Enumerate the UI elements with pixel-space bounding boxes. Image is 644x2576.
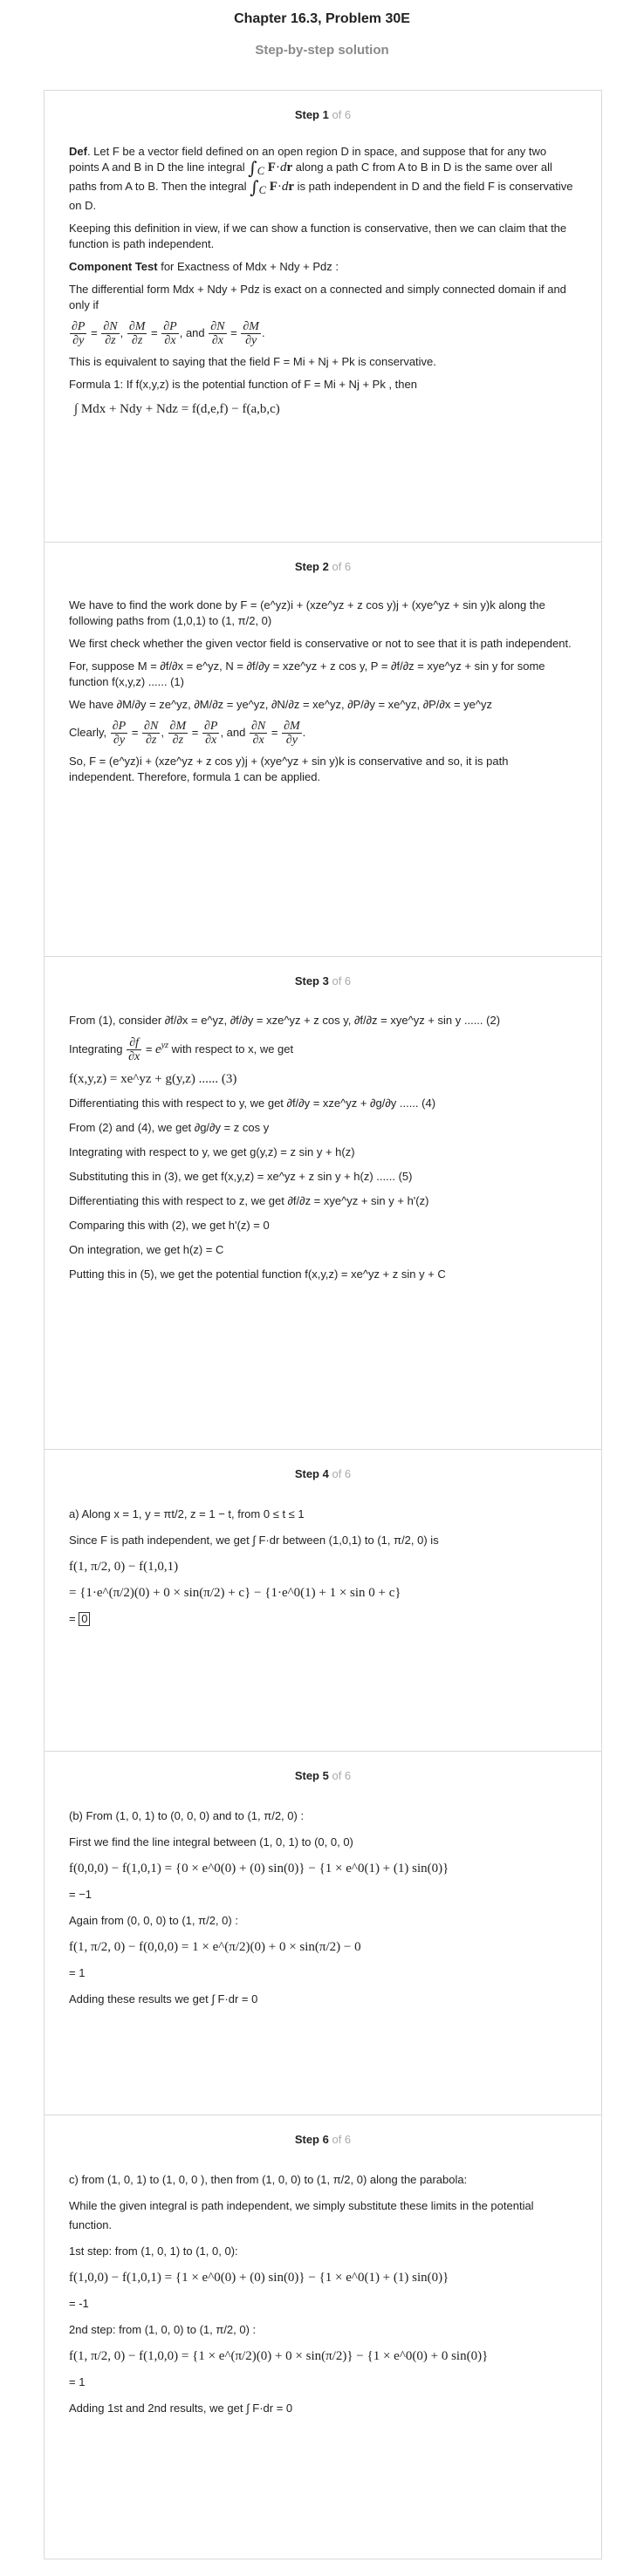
result: = 0 (69, 1609, 577, 1629)
step-label: Step 2 (294, 560, 329, 573)
differential-form: The differential form Mdx + Ndy + Pdz is exact on a connected and simply connected domain if and only if (69, 283, 566, 311)
conclusion-text: So, F = (e^yz)i + (xze^yz + z cos y)j + (xye^yz + sin y)k is conservative and so, it is path independent. Therefore, formula 1 can be applied. (69, 755, 509, 783)
step-5 (45, 1752, 601, 2115)
component-test: Component Test for Exactness of Mdx + Ndy + Pdz : (69, 260, 339, 273)
step-header (69, 91, 577, 121)
check-text: We first check whether the given vector field is conservative or not to see that it is path independent. (69, 637, 572, 650)
line-2: Integrating $\frac{\partial f}{\partial x}$ = $e^{yz}$ with respect to x, we get (69, 1036, 294, 1063)
work-statement: We have to find the work done by F = (e^yz)i + (xze^yz + z cos y)j + (xye^yz + sin y)k along the following paths from (1,0,1) to (1, π/2, 0) (69, 598, 545, 627)
path-c: c) from (1, 0, 1) to (1, 0, 0 ), then from (1, 0, 0) to (1, π/2, 0) along the parabola: (69, 2173, 468, 2186)
line-10: On integration, we get h(z) = C (69, 1243, 224, 1256)
second-step-label: 2nd step: from (1, 0, 0) to (1, π/2, 0) : (69, 2323, 257, 2336)
line-1: From (1), consider ∂f/∂x = e^yz, ∂f/∂y = xze^yz + z cos y, ∂f/∂z = xye^yz + sin y ...... (2) (69, 1014, 501, 1027)
page-subtitle: Step-by-step solution (255, 43, 389, 58)
line-6: Integrating with respect to y, we get g(y,z) = z sin y + h(z) (69, 1145, 355, 1158)
path-a: a) Along x = 1, y = πt/2, z = 1 − t, from 0 ≤ t ≤ 1 (69, 1507, 305, 1520)
step-header (69, 2115, 577, 2146)
step-count: of 6 (332, 974, 352, 987)
step-4 (45, 1450, 601, 1752)
first-step-result: = -1 (69, 2297, 89, 2310)
formula-1: Formula 1: If f(x,y,z) is the potential function of F = Mi + Nj + Pk , then (69, 378, 417, 391)
second-step-result: = 1 (69, 2375, 86, 2388)
solution-card (44, 90, 602, 2559)
step-label: Step 1 (294, 108, 329, 121)
step-1 (45, 91, 601, 543)
second-evaluation: f(1, π/2, 0) − f(0,0,0) = 1 × e^(π/2)(0) + 0 × sin(π/2) − 0 (69, 1940, 361, 1954)
sum-result: Adding 1st and 2nd results, we get ∫ F·dr = 0 (69, 2402, 293, 2415)
step-count: of 6 (332, 2133, 352, 2146)
step-label: Step 3 (294, 974, 329, 987)
first-step-label: 1st step: from (1, 0, 1) to (1, 0, 0): (69, 2245, 238, 2258)
step-header (69, 957, 577, 987)
equivalence-text: This is equivalent to saying that the field F = Mi + Nj + Pk is conservative. (69, 355, 436, 368)
first-result: = −1 (69, 1888, 92, 1901)
path-b: (b) From (1, 0, 1) to (0, 0, 0) and to (1, π/2, 0) : (69, 1809, 305, 1822)
page-header (0, 0, 644, 70)
step-count: of 6 (332, 560, 352, 573)
step-header (69, 1450, 577, 1480)
step-6 (45, 2115, 601, 2559)
line-4: Differentiating this with respect to y, we get ∂f/∂y = xze^yz + ∂g/∂y ...... (4) (69, 1097, 436, 1110)
evaluation: = {1·e^(π/2)(0) + 0 × sin(π/2) + c} − {1·e^0(1) + 1 × sin 0 + c} (69, 1586, 401, 1600)
second-segment: Again from (0, 0, 0) to (1, π/2, 0) : (69, 1914, 238, 1927)
second-step-evaluation: f(1, π/2, 0) − f(1,0,0) = {1 × e^(π/2)(0) + 0 × sin(π/2)} − {1 × e^0(0) + 0 sin(0)} (69, 2349, 489, 2363)
step-2 (45, 543, 601, 957)
formula-1-equation: ∫ Mdx + Ndy + Ndz = f(d,e,f) − f(a,b,c) (74, 402, 280, 416)
path-independent-text: Since F is path independent, we get ∫ F·dr between (1,0,1) to (1, π/2, 0) is (69, 1534, 439, 1547)
definition: Def. Let F be a vector field defined on an open region D in space, and suppose that for any two points A and B in D the line integral $\int_C$ F·dr along a path C from A to B in D is the same over all paths from A to B. Then the integral $\int_C$ F·dr is path independent in D and the field F is conservative on D. (69, 145, 573, 212)
clearly-text: Clearly, $\frac{\partial P}{\partial y}$ = $\frac{\partial N}{\partial z}$ , $\frac{\partial M}{\partial z}$ = $\frac{\partial P}{\partial x}$ , and $\frac{\partial N}{\partial x}$ = $\frac{\partial M}{\partial y}$ . (69, 720, 306, 747)
suppose-text: For, suppose M = ∂f/∂x = e^yz, N = ∂f/∂y = xze^yz + z cos y, P = ∂f/∂z = xye^yz + sin y for some function f(x,y,z) ...... (1) (69, 659, 545, 688)
step-3 (45, 957, 601, 1450)
step-header (69, 1752, 577, 1782)
step-label: Step 4 (294, 1467, 329, 1480)
step-label: Step 6 (294, 2133, 329, 2146)
difference: f(1, π/2, 0) − f(1,0,1) (69, 1560, 179, 1574)
page-title: Chapter 16.3, Problem 30E (234, 11, 410, 26)
sum-result: Adding these results we get ∫ F·dr = 0 (69, 1992, 258, 2005)
line-5: From (2) and (4), we get ∂g/∂y = z cos y (69, 1121, 270, 1134)
step-count: of 6 (332, 1467, 352, 1480)
keeping-text: Keeping this definition in view, if we can show a function is conservative, then we can claim that the function is path independent. (69, 222, 567, 250)
line-9: Comparing this with (2), we get h'(z) = 0 (69, 1219, 270, 1232)
line-3: f(x,y,z) = xe^yz + g(y,z) ...... (3) (69, 1072, 237, 1086)
first-step-evaluation: f(1,0,0) − f(1,0,1) = {1 × e^0(0) + (0) sin(0)} − {1 × e^0(1) + (1) sin(0)} (69, 2271, 449, 2285)
exactness-conditions: $\frac{\partial P}{\partial y}$ = $\frac{\partial N}{\partial z}$ , $\frac{\partial M}{\partial z}$ = $\frac{\partial P}{\partial x}$ , and $\frac{\partial N}{\partial x}$ = $\frac{\partial M}{\partial y}$ . (72, 320, 265, 347)
first-line-integral: First we find the line integral between (1, 0, 1) to (0, 0, 0) (69, 1835, 353, 1848)
step-count: of 6 (332, 108, 352, 121)
line-8: Differentiating this with respect to z, we get ∂f/∂z = xye^yz + sin y + h'(z) (69, 1194, 429, 1207)
partials-text: We have ∂M/∂y = ze^yz, ∂M/∂z = ye^yz, ∂N/∂z = xe^yz, ∂P/∂y = xe^yz, ∂P/∂x = ye^yz (69, 698, 492, 711)
second-result: = 1 (69, 1966, 86, 1979)
first-evaluation: f(0,0,0) − f(1,0,1) = {0 × e^0(0) + (0) sin(0)} − {1 × e^0(1) + (1) sin(0)} (69, 1862, 449, 1876)
line-7: Substituting this in (3), we get f(x,y,z) = xe^yz + z sin y + h(z) ...... (5) (69, 1170, 413, 1183)
line-11: Putting this in (5), we get the potential function f(x,y,z) = xe^yz + z sin y + C (69, 1268, 446, 1281)
substitute-text: While the given integral is path independent, we simply substitute these limits in the potential function. (69, 2199, 534, 2231)
step-label: Step 5 (294, 1769, 329, 1782)
step-header (69, 543, 577, 573)
step-count: of 6 (332, 1769, 352, 1782)
